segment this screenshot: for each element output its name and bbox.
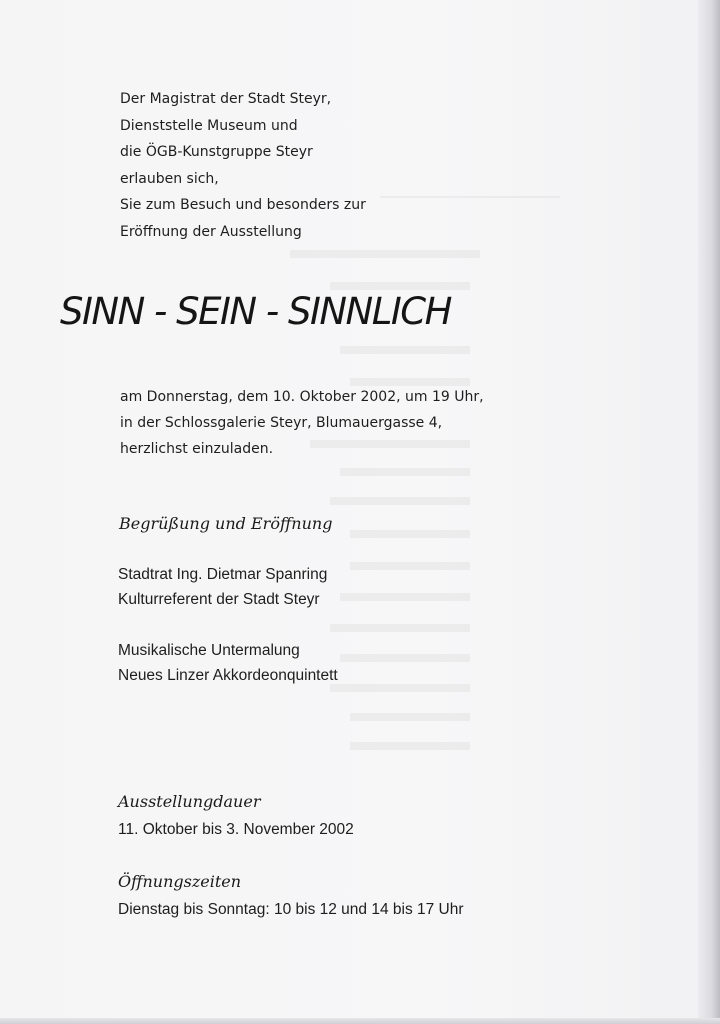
invite-line: herzlichst einzuladen. — [120, 441, 274, 457]
exhibition-title: SINN - SEIN - SINNLICH — [60, 290, 451, 333]
page-bottom-edge — [0, 1018, 720, 1024]
intro-line: Eröffnung der Ausstellung — [120, 223, 302, 240]
invite-line: am Donnerstag, dem 10. Oktober 2002, um 19 Uhr, — [120, 389, 484, 405]
hours-heading: Öffnungszeiten — [118, 872, 242, 891]
duration-heading: Ausstellungdauer — [118, 792, 261, 811]
intro-line: erlauben sich, — [120, 170, 219, 187]
intro-line: Dienststelle Museum und — [120, 117, 298, 134]
speaker-role: Kulturreferent der Stadt Steyr — [118, 591, 320, 608]
opening-hours: Dienstag bis Sonntag: 10 bis 12 und 14 bis 17 Uhr — [118, 901, 464, 918]
music-label: Musikalische Untermalung — [118, 642, 300, 659]
music-group: Neues Linzer Akkordeonquintett — [118, 667, 338, 684]
duration-dates: 11. Oktober bis 3. November 2002 — [118, 821, 354, 838]
page-right-edge — [698, 0, 720, 1024]
intro-line: die ÖGB-Kunstgruppe Steyr — [120, 144, 313, 160]
speaker-name: Stadtrat Ing. Dietmar Spanring — [118, 566, 328, 583]
music-block — [118, 638, 338, 688]
intro-line: Der Magistrat der Stadt Steyr, — [120, 91, 332, 107]
intro-line: Sie zum Besuch und besonders zur — [120, 197, 366, 213]
invitation-details — [120, 384, 484, 462]
speaker-block — [118, 562, 327, 612]
intro-paragraph — [120, 86, 366, 245]
invite-line: in der Schlossgalerie Steyr, Blumauergasse 4, — [120, 415, 443, 431]
welcome-heading: Begrüßung und Eröffnung — [119, 514, 333, 533]
